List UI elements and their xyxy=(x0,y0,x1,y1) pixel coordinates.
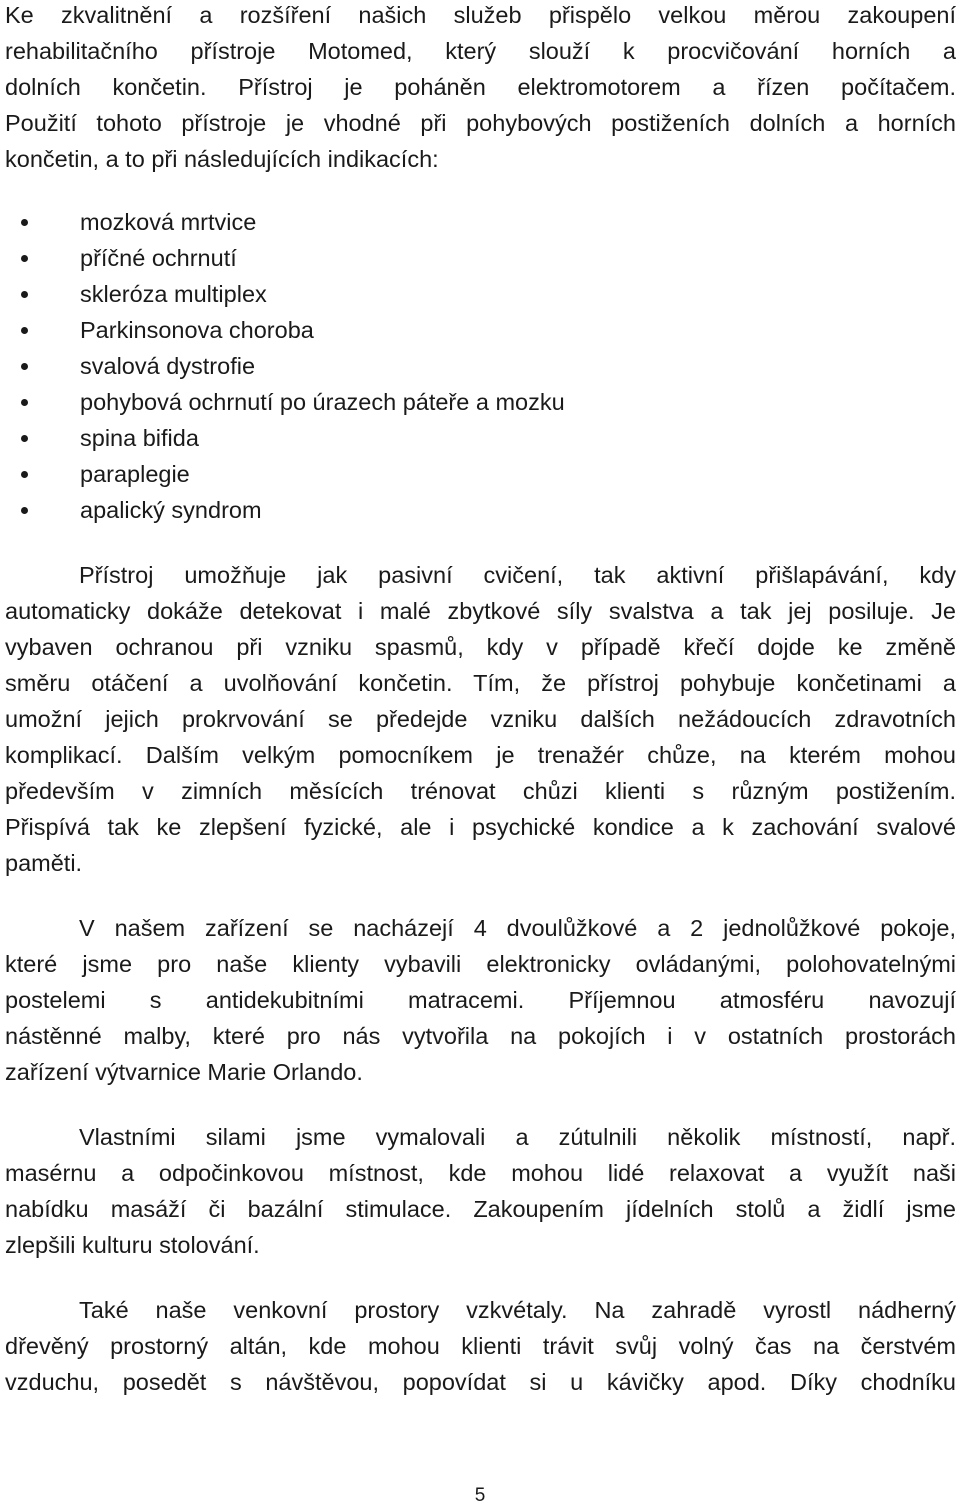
list-item-text: spina bifida xyxy=(80,425,199,451)
text-line: V našem zařízení se nacházejí 4 dvoulůžkové a 2 jednolůžkové pokoje, xyxy=(79,915,956,941)
list-item-text: apalický syndrom xyxy=(80,497,262,523)
bullet-icon xyxy=(21,471,28,478)
list-item xyxy=(5,456,956,492)
list-item xyxy=(5,312,956,348)
text-line: zařízení výtvarnice Marie Orlando. xyxy=(5,1059,363,1085)
list-item xyxy=(5,420,956,456)
bullet-icon xyxy=(21,363,28,370)
list-item xyxy=(5,492,956,528)
text-line: postelemi s antidekubitními matracemi. Příjemnou atmosféru navozují xyxy=(5,987,956,1013)
text-line: Také naše venkovní prostory vzkvétaly. Na zahradě vyrostl nádherný xyxy=(79,1297,956,1323)
bullet-icon xyxy=(21,255,28,262)
list-item xyxy=(5,240,956,276)
list-item-text: paraplegie xyxy=(80,461,190,487)
page-number: 5 xyxy=(474,1485,486,1506)
list-item-text: příčné ochrnutí xyxy=(80,245,237,271)
list-item-text: svalová dystrofie xyxy=(80,353,256,379)
text-line: nástěnné malby, které pro nás vytvořila na pokojích i v ostatních prostorách xyxy=(5,1023,956,1049)
text-line: Ke zkvalitnění a rozšíření našich služeb přispělo velkou měrou zakoupení xyxy=(5,2,956,28)
bullet-icon xyxy=(21,327,28,334)
text-line: automaticky dokáže detekovat i malé zbytkové síly svalstva a tak jej posiluje. Je xyxy=(5,598,956,624)
text-line: končetin, a to při následujících indikacích: xyxy=(5,146,439,172)
bullet-icon xyxy=(21,219,28,226)
text-line: dřevěný prostorný altán, kde mohou klienti trávit svůj volný čas na čerstvém xyxy=(5,1333,956,1359)
text-line: Vlastními silami jsme vymalovali a zútulnili několik místností, např. xyxy=(79,1124,956,1150)
text-line: masérnu a odpočinkovou místnost, kde mohou lidé relaxovat a využít naši xyxy=(5,1160,956,1186)
text-line: dolních končetin. Přístroj je poháněn elektromotorem a řízen počítačem. xyxy=(5,74,956,100)
text-line: Přístroj umožňuje jak pasivní cvičení, tak aktivní přišlapávání, kdy xyxy=(79,562,956,588)
list-item xyxy=(5,204,956,240)
text-line: Přispívá tak ke zlepšení fyzické, ale i psychické kondice a k zachování svalové xyxy=(5,814,956,840)
list-item-text: mozková mrtvice xyxy=(80,209,257,235)
text-line: komplikací. Dalším velkým pomocníkem je trenažér chůze, na kterém mohou xyxy=(5,742,956,768)
text-line: umožní jejich prokrvování se předejde vzniku dalších nežádoucích zdravotních xyxy=(5,706,956,732)
list-item-text: Parkinsonova choroba xyxy=(80,317,314,343)
list-item xyxy=(5,276,956,312)
list-item xyxy=(5,348,956,384)
list-item xyxy=(5,384,956,420)
bullet-icon xyxy=(21,291,28,298)
text-line: nabídku masáží či bazální stimulace. Zakoupením jídelních stolů a židlí jsme xyxy=(5,1196,956,1222)
text-line: Použití tohoto přístroje je vhodné při pohybových postiženích dolních a horních xyxy=(5,110,956,136)
text-line: směru otáčení a uvolňování končetin. Tím, že přístroj pohybuje končetinami a xyxy=(5,670,956,696)
bullet-icon xyxy=(21,399,28,406)
text-line: vybaven ochranou při vzniku spasmů, kdy v případě křečí dojde ke změně xyxy=(5,634,956,660)
list-item-text: pohybová ochrnutí po úrazech páteře a mozku xyxy=(80,389,565,415)
bullet-icon xyxy=(21,435,28,442)
text-line: paměti. xyxy=(5,850,83,876)
text-line: které jsme pro naše klienty vybavili elektronicky ovládanými, polohovatelnými xyxy=(5,951,956,977)
text-line: zlepšili kulturu stolování. xyxy=(5,1232,260,1258)
text-line: vzduchu, posedět s návštěvou, popovídat si u kávičky apod. Díky chodníku xyxy=(5,1369,956,1395)
text-line: rehabilitačního přístroje Motomed, který slouží k procvičování horních a xyxy=(5,38,956,64)
text-line: především v zimních měsících trénovat chůzi klienti s různým postižením. xyxy=(5,778,956,804)
list-item-text: skleróza multiplex xyxy=(80,281,267,307)
bullet-icon xyxy=(21,507,28,514)
